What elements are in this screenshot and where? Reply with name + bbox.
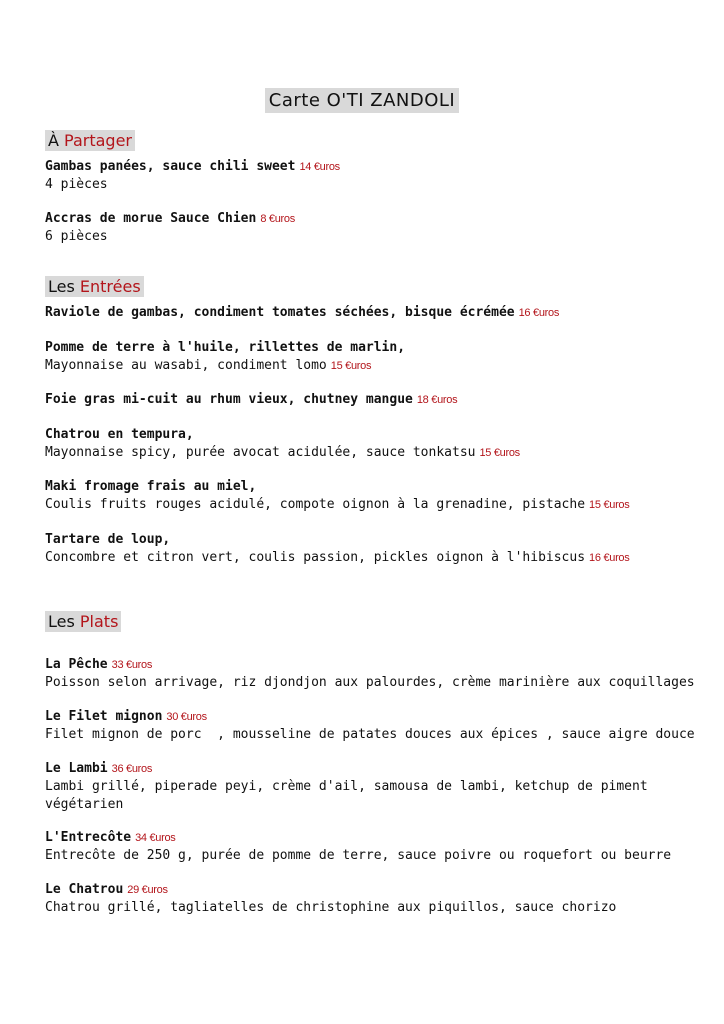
menu-item-accras [45,210,295,246]
item-price: 34 €uros [135,832,176,844]
menu-title-wrap [0,88,724,113]
section-accent: Entrées [79,277,141,296]
item-price: 14 €uros [299,161,340,173]
item-price: 36 €uros [111,763,153,775]
section-heading-partager [45,130,135,151]
section-prefix: À [48,131,65,150]
item-description: Mayonnaise au wasabi, condiment lomo [45,358,327,373]
item-description: 6 pièces [45,229,108,244]
item-name: La Pêche [45,657,108,672]
item-description: Coulis fruits rouges acidulé, compote oignon à la grenadine, pistache [45,497,586,512]
item-description: Filet mignon de porc , mousseline de patates douces aux épices , sauce aigre douce [45,727,695,742]
item-name: L'Entrecôte [45,830,132,845]
section-heading-entrees [45,276,144,297]
menu-item-foie-gras [45,391,457,409]
section-heading-plats [45,611,121,632]
item-description: Mayonnaise spicy, purée avocat acidulée, sauce tonkatsu [45,445,476,460]
menu-item-maki [45,478,629,514]
item-name: Gambas panées, sauce chili sweet [45,159,296,174]
section-accent: Plats [79,612,119,631]
item-description-continued: végétarien [45,797,124,812]
menu-title: Carte O'TI ZANDOLI [265,88,459,113]
section-prefix: Les [48,612,80,631]
item-name: Foie gras mi-cuit au rhum vieux, chutney mangue [45,392,413,407]
item-name: Maki fromage frais au miel, [45,479,257,494]
item-description: Lambi grillé, piperade peyi, crème d'ail, samousa de lambi, ketchup de piment [45,779,648,794]
menu-item-lambi [45,760,648,814]
menu-item-tartare [45,531,629,567]
item-price: 18 €uros [416,394,458,406]
item-description: Poisson selon arrivage, riz djondjon aux palourdes, crème marinière aux coquillages [45,675,695,690]
item-description: Entrecôte de 250 g, purée de pomme de terre, sauce poivre ou roquefort ou beurre [45,848,672,863]
menu-item-filet-mignon [45,708,695,744]
item-name: Raviole de gambas, condiment tomates séchées, bisque écrémée [45,305,515,320]
menu-item-chatrou-tempura [45,426,520,462]
item-description: 4 pièces [45,177,108,192]
item-name: Le Filet mignon [45,709,163,724]
item-name: Le Lambi [45,761,108,776]
menu-item-raviole [45,304,559,322]
item-price: 15 €uros [589,499,630,511]
item-price: 33 €uros [111,659,153,671]
item-price: 16 €uros [518,307,560,319]
item-price: 16 €uros [589,552,630,564]
section-accent: Partager [64,131,132,150]
item-price: 29 €uros [127,884,168,896]
item-name: Tartare de loup, [45,532,171,547]
menu-item-gambas [45,158,340,194]
item-price: 8 €uros [260,213,295,225]
menu-item-chatrou [45,881,616,917]
item-price: 30 €uros [166,711,207,723]
menu-item-entrecote [45,829,671,865]
item-name: Pomme de terre à l'huile, rillettes de marlin, [45,340,406,355]
item-description: Concombre et citron vert, coulis passion, pickles oignon à l'hibiscus [45,550,586,565]
item-price: 15 €uros [330,360,372,372]
item-name: Accras de morue Sauce Chien [45,211,257,226]
item-description: Chatrou grillé, tagliatelles de christophine aux piquillos, sauce chorizo [45,900,617,915]
item-name: Chatrou en tempura, [45,427,194,442]
section-prefix: Les [48,277,80,296]
item-name: Le Chatrou [45,882,124,897]
item-price: 15 €uros [479,447,520,459]
menu-item-pomme-de-terre [45,339,405,375]
menu-item-peche [45,656,695,692]
